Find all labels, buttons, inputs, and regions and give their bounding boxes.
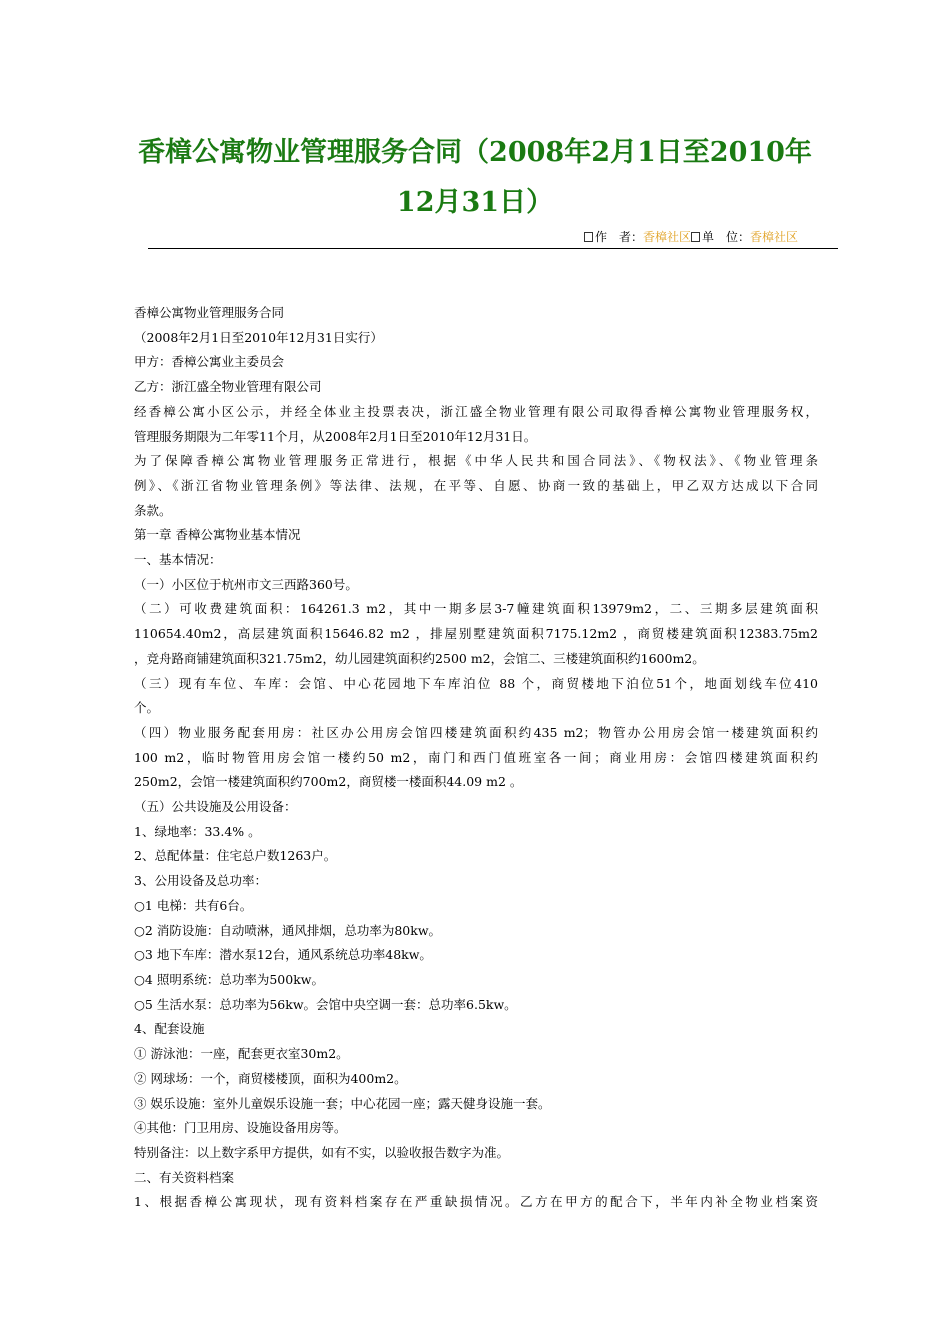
body-line: 4、配套设施 xyxy=(134,1021,205,1037)
body-line: （二）可收费建筑面积：164261.3 m2，其中一期多层3-7幢建筑面积13979m2，二、三期多层建筑面积 xyxy=(134,601,818,617)
body-line: ④其他：门卫用房、设施设备用房等。 xyxy=(134,1120,347,1136)
contract-body xyxy=(134,301,818,1215)
body-line: ② 网球场：一个，商贸楼楼顶，面积为400m2。 xyxy=(134,1070,407,1086)
body-line: 1、绿地率：33.4% 。 xyxy=(134,823,261,839)
unit-value: 香樟社区 xyxy=(749,230,798,244)
body-line: （三）现有车位、车库：会馆、中心花园地下车库泊位 88 个，商贸楼地下泊位51个，地面划线车位410 xyxy=(134,675,818,691)
body-line: 香樟公寓物业管理服务合同 xyxy=(134,305,285,320)
body-line: 管理服务期限为二年零11个月，从2008年2月1日至2010年12月31日。 xyxy=(134,428,537,444)
body-line: （2008年2月1日至2010年12月31日实行） xyxy=(134,329,383,345)
body-line: 乙方：浙江盛全物业管理有限公司 xyxy=(134,379,322,395)
checkbox-square-icon xyxy=(584,232,593,242)
document-title-line-2: 12月31日） xyxy=(396,187,554,218)
body-line: 条款。 xyxy=(134,502,172,518)
body-line: 特别备注：以上数字系甲方提供，如有不实，以验收报告数字为准。 xyxy=(134,1144,510,1160)
body-line: 110654.40m2，高层建筑面积15646.82 m2 ，排屋别墅建筑面积7175.12m2 ，商贸楼建筑面积12383.75m2 xyxy=(134,626,818,642)
body-line: ，竞舟路商铺建筑面积321.75m2，幼儿园建筑面积约2500 m2，会馆二、三楼建筑面积约1600m2。 xyxy=(134,650,705,666)
author-unit-line xyxy=(584,228,798,246)
body-line: 第一章 香樟公寓物业基本情况 xyxy=(134,527,301,543)
body-line: 一、基本情况： xyxy=(134,552,222,568)
body-line: 经香樟公寓小区公示，并经全体业主投票表决，浙江盛全物业管理有限公司取得香樟公寓物业管理服务权， xyxy=(134,403,818,419)
body-line: （一）小区位于杭州市文三西路360号。 xyxy=(134,576,358,592)
body-line: ○1 电梯：共有6台。 xyxy=(134,897,253,913)
author-label: 作 者： xyxy=(594,230,643,244)
body-line: 250m2，会馆一楼建筑面积约700m2，商贸楼一楼面积44.09 m2 。 xyxy=(134,774,523,790)
body-line: 100 m2，临时物管用房会馆一楼约50 m2，南门和西门值班室各一间；商业用房：会馆四楼建筑面积约 xyxy=(134,749,818,765)
body-line: ③ 娱乐设施：室外儿童娱乐设施一套；中心花园一座；露天健身设施一套。 xyxy=(134,1095,551,1111)
title-divider xyxy=(148,248,838,249)
body-line: （五）公共设施及公用设备： xyxy=(134,799,297,815)
body-line: 1、根据香樟公寓现状，现有资料档案存在严重缺损情况。乙方在甲方的配合下，半年内补全物业档案资 xyxy=(134,1194,818,1210)
body-line: 为了保障香樟公寓物业管理服务正常进行，根据《中华人民共和国合同法》、《物权法》、《物业管理条 xyxy=(134,453,818,469)
unit-label: 单 位： xyxy=(701,230,750,244)
body-line: 甲方：香樟公寓业主委员会 xyxy=(134,354,285,370)
body-line: 个。 xyxy=(134,700,160,716)
body-line: ① 游泳池：一座，配套更衣室30m2。 xyxy=(134,1046,349,1062)
body-line: 2、总配体量：住宅总户数1263户。 xyxy=(134,848,337,864)
document-title-line-1: 香樟公寓物业管理服务合同（2008年2月1日至2010年 xyxy=(138,137,812,168)
checkbox-square-icon xyxy=(691,232,700,242)
body-line: （四）物业服务配套用房：社区办公用房会馆四楼建筑面积约435 m2；物管办公用房会馆一楼建筑面积约 xyxy=(134,724,818,740)
body-line: ○2 消防设施：自动喷淋，通风排烟，总功率为80kw。 xyxy=(134,922,442,938)
body-line: 二、有关资料档案 xyxy=(134,1169,235,1185)
author-value: 香樟社区 xyxy=(642,230,691,244)
body-line: 3、公用设备及总功率： xyxy=(134,873,267,889)
body-line: ○5 生活水泵：总功率为56kw。会馆中央空调一套：总功率6.5kw。 xyxy=(134,996,517,1012)
body-line: 例》、《浙江省物业管理条例》等法律、法规，在平等、自愿、协商一致的基础上，甲乙双方达成以下合同 xyxy=(134,477,818,493)
body-line: ○3 地下车库：潜水泵12台，通风系统总功率48kw。 xyxy=(134,947,432,963)
body-line: ○4 照明系统：总功率为500kw。 xyxy=(134,971,324,987)
